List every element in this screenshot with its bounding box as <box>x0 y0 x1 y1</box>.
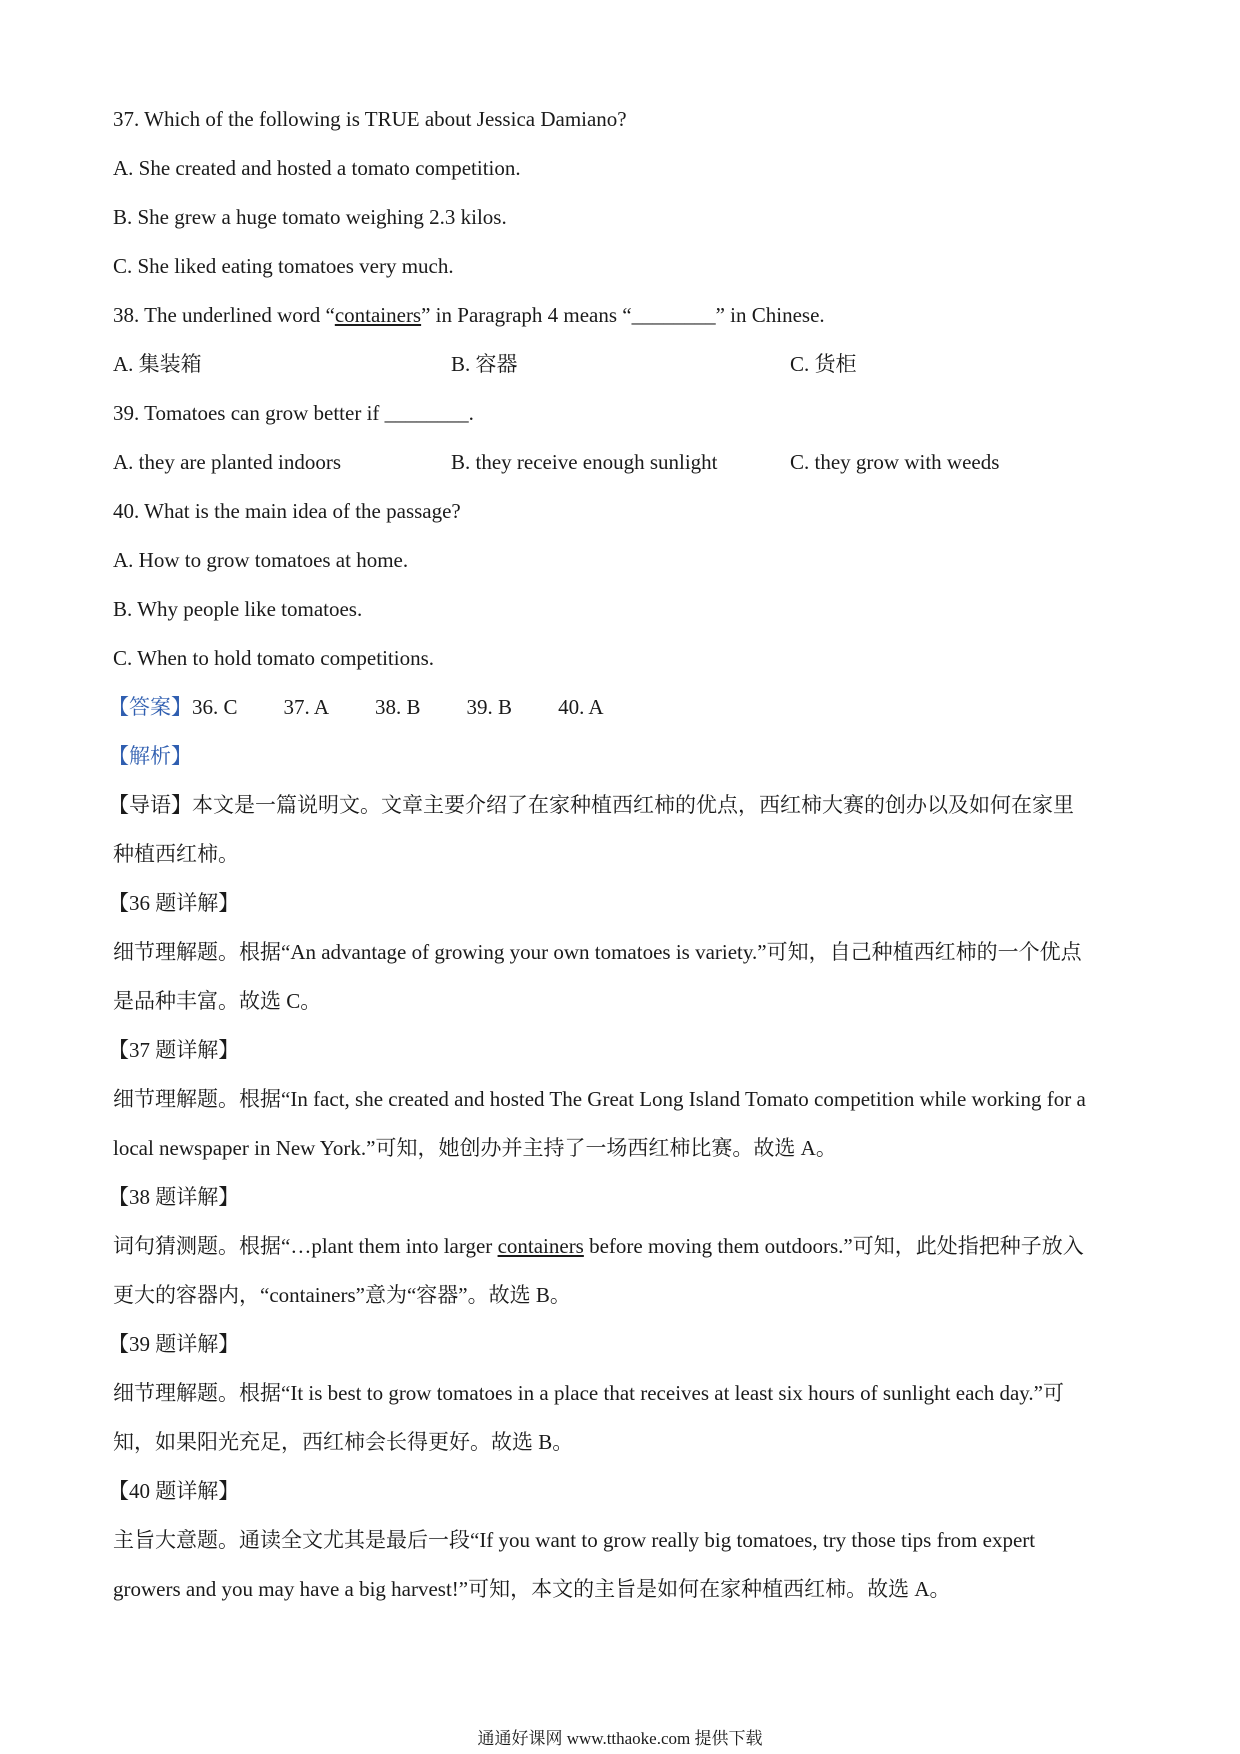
detail-39-line-2: 知，如果阳光充足，西红柿会长得更好。故选 B。 <box>113 1430 574 1454</box>
page-footer: 通通好课网 www.tthaoke.com 提供下载 <box>477 1729 763 1748</box>
answer-39: 39. B <box>466 695 513 719</box>
question-38-option-c: C. 货柜 <box>790 352 857 376</box>
question-38-stem <box>113 300 825 330</box>
underlined-word: containers <box>334 303 422 327</box>
detail-40-line-1: 主旨大意题。通读全文尤其是最后一段“If you want to grow really big tomatoes, try those tips from expert <box>113 1528 1036 1552</box>
question-37-option-a: A. She created and hosted a tomato competition. <box>113 156 521 180</box>
detail-40-line-2: growers and you may have a big harvest!”可知，本文的主旨是如何在家种植西红柿。故选 A。 <box>113 1577 951 1601</box>
question-39-option-c: C. they grow with weeds <box>790 450 1000 474</box>
question-38-option-b: B. 容器 <box>451 352 518 376</box>
question-37-option-b: B. She grew a huge tomato weighing 2.3 kilos. <box>113 205 507 229</box>
detail-38-line-2: 更大的容器内，“containers”意为“容器”。故选 B。 <box>113 1283 571 1307</box>
detail-36-heading: 【36 题详解】 <box>108 891 240 915</box>
question-39-option-b: B. they receive enough sunlight <box>451 450 718 474</box>
detail-38-line-1-post: before moving them outdoors.”可知，此处指把种子放入 <box>583 1234 1084 1258</box>
question-39-option-a: A. they are planted indoors <box>113 450 342 474</box>
question-40-stem: 40. What is the main idea of the passage? <box>113 499 461 523</box>
detail-36-line-2: 是品种丰富。故选 C。 <box>113 989 322 1013</box>
detail-39-heading: 【39 题详解】 <box>108 1332 240 1356</box>
detail-37-heading: 【37 题详解】 <box>108 1038 240 1062</box>
detail-38-heading: 【38 题详解】 <box>108 1185 240 1209</box>
question-37-option-c: C. She liked eating tomatoes very much. <box>113 254 454 278</box>
answer-label: 【答案】 <box>108 695 192 719</box>
detail-38-line-1 <box>113 1231 1084 1261</box>
question-38-stem-post: ” in Paragraph 4 means “________” in Chinese. <box>421 303 825 327</box>
answer-40: 40. A <box>558 695 604 719</box>
analysis-label: 【解析】 <box>108 744 192 768</box>
question-37-stem: 37. Which of the following is TRUE about Jessica Damiano? <box>113 107 627 131</box>
detail-38-line-1-pre: 词句猜测题。根据“…plant them into larger <box>113 1234 498 1258</box>
intro-line-1 <box>108 790 1074 820</box>
detail-37-line-1: 细节理解题。根据“In fact, she created and hosted The Great Long Island Tomato competition while working for a <box>113 1087 1086 1111</box>
detail-39-line-1: 细节理解题。根据“It is best to grow tomatoes in a place that receives at least six hours of sunlight each day.”可 <box>113 1381 1064 1405</box>
question-39-stem: 39. Tomatoes can grow better if ________. <box>113 401 474 425</box>
intro-label: 【导语】 <box>108 793 192 817</box>
detail-37-line-2: local newspaper in New York.”可知，她创办并主持了一场西红柿比赛。故选 A。 <box>113 1136 837 1160</box>
answer-37: 37. A <box>283 695 330 719</box>
intro-text-1: 本文是一篇说明文。文章主要介绍了在家种植西红柿的优点，西红柿大赛的创办以及如何在家里 <box>192 793 1074 817</box>
question-40-option-a: A. How to grow tomatoes at home. <box>113 548 409 572</box>
question-40-option-c: C. When to hold tomato competitions. <box>113 646 434 670</box>
question-38-stem-pre: 38. The underlined word “ <box>113 303 335 327</box>
detail-38-underlined-word: containers <box>497 1234 584 1258</box>
question-38-option-a: A. 集装箱 <box>113 352 202 376</box>
answer-line <box>108 692 650 722</box>
question-40-option-b: B. Why people like tomatoes. <box>113 597 363 621</box>
detail-36-line-1: 细节理解题。根据“An advantage of growing your own tomatoes is variety.”可知，自己种植西红柿的一个优点 <box>113 940 1082 964</box>
intro-line-2: 种植西红柿。 <box>113 842 239 866</box>
answer-38: 38. B <box>375 695 421 719</box>
answer-36: 36. C <box>192 695 238 719</box>
detail-40-heading: 【40 题详解】 <box>108 1479 240 1503</box>
